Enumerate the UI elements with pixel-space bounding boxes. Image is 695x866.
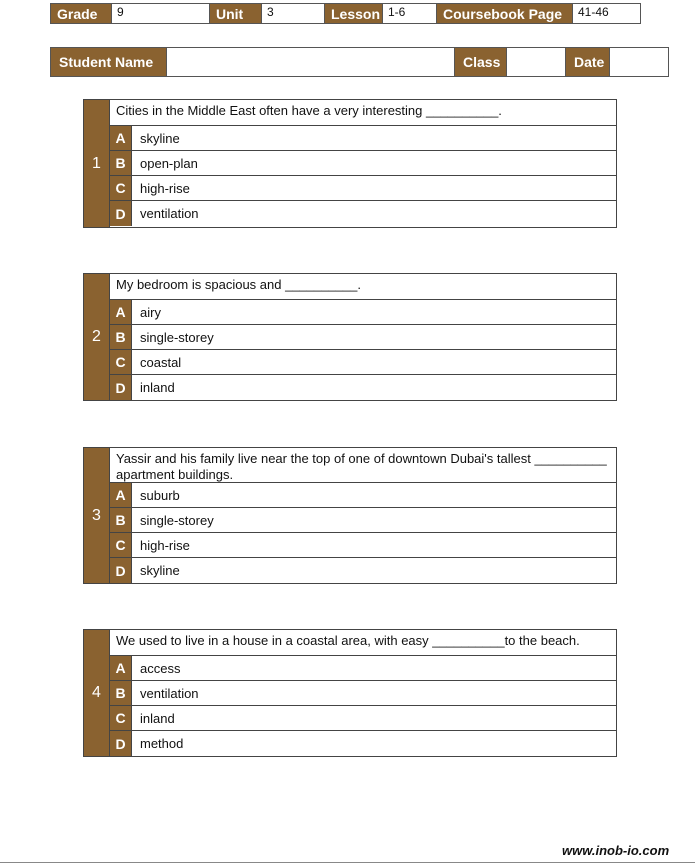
student-name-label: Student Name <box>51 48 167 76</box>
option-row[interactable] <box>110 375 616 400</box>
question-block <box>83 629 617 757</box>
option-letter: D <box>110 558 132 583</box>
option-row[interactable] <box>110 126 616 151</box>
question-stem: My bedroom is spacious and __________. <box>110 274 616 300</box>
question-number: 3 <box>84 448 110 583</box>
option-letter: B <box>110 325 132 349</box>
option-letter: D <box>110 201 132 226</box>
option-text: method <box>140 736 184 751</box>
option-letter: A <box>110 300 132 324</box>
option-row[interactable] <box>110 483 616 508</box>
option-letter: B <box>110 681 132 705</box>
option-text: high-rise <box>140 180 190 196</box>
option-letter: C <box>110 176 132 200</box>
option-letter: A <box>110 656 132 680</box>
option-row[interactable] <box>110 176 616 201</box>
coursebook-page-label: Coursebook Page <box>437 4 573 23</box>
date-label: Date <box>566 48 610 76</box>
option-letter: C <box>110 533 132 557</box>
option-letter: C <box>110 350 132 374</box>
question-block <box>83 273 617 401</box>
unit-value: 3 <box>262 4 325 23</box>
option-text: inland <box>140 710 175 726</box>
option-row[interactable] <box>110 350 616 375</box>
option-row[interactable] <box>110 681 616 706</box>
question-number: 2 <box>84 274 110 400</box>
footer-website: www.inob-io.com <box>562 843 670 858</box>
option-letter: D <box>110 375 132 400</box>
student-info-bar <box>50 47 669 77</box>
question-number: 1 <box>84 100 110 227</box>
option-row[interactable] <box>110 151 616 176</box>
question-stem: We used to live in a house in a coastal area, with easy __________to the beach. <box>110 630 616 656</box>
option-text: single-storey <box>140 329 214 345</box>
option-text: ventilation <box>140 685 199 701</box>
lesson-value: 1-6 <box>383 4 437 23</box>
option-letter: C <box>110 706 132 730</box>
option-row[interactable] <box>110 325 616 350</box>
date-field[interactable] <box>610 48 668 76</box>
option-text: single-storey <box>140 512 214 528</box>
coursebook-page-value: 41-46 <box>573 4 640 23</box>
grade-label: Grade <box>51 4 112 23</box>
class-field[interactable] <box>507 48 566 76</box>
grade-value: 9 <box>112 4 210 23</box>
option-text: open-plan <box>140 155 198 171</box>
option-letter: D <box>110 731 132 756</box>
option-text: skyline <box>140 563 180 578</box>
option-text: suburb <box>140 487 180 503</box>
student-name-field[interactable] <box>167 48 455 76</box>
class-label: Class <box>455 48 507 76</box>
option-text: airy <box>140 304 161 320</box>
option-row[interactable] <box>110 731 616 756</box>
question-stem: Yassir and his family live near the top of one of downtown Dubai's tallest __________ apartment buildings. <box>110 448 616 483</box>
question-stem: Cities in the Middle East often have a very interesting __________. <box>110 100 616 126</box>
option-row[interactable] <box>110 300 616 325</box>
question-block <box>83 99 617 228</box>
unit-label: Unit <box>210 4 262 23</box>
option-letter: B <box>110 508 132 532</box>
option-text: coastal <box>140 354 182 370</box>
option-row[interactable] <box>110 706 616 731</box>
question-number: 4 <box>84 630 110 756</box>
option-row[interactable] <box>110 201 616 226</box>
option-letter: A <box>110 483 132 507</box>
option-row[interactable] <box>110 656 616 681</box>
lesson-label: Lesson <box>325 4 383 23</box>
option-text: access <box>140 660 181 676</box>
option-row[interactable] <box>110 533 616 558</box>
option-text: skyline <box>140 130 180 146</box>
option-text: high-rise <box>140 537 190 553</box>
option-letter: A <box>110 126 132 150</box>
header-bar <box>50 3 641 24</box>
footer-divider <box>0 862 695 863</box>
option-row[interactable] <box>110 558 616 583</box>
option-letter: B <box>110 151 132 175</box>
option-text: inland <box>140 380 175 395</box>
option-row[interactable] <box>110 508 616 533</box>
question-block <box>83 447 617 584</box>
option-text: ventilation <box>140 206 199 221</box>
